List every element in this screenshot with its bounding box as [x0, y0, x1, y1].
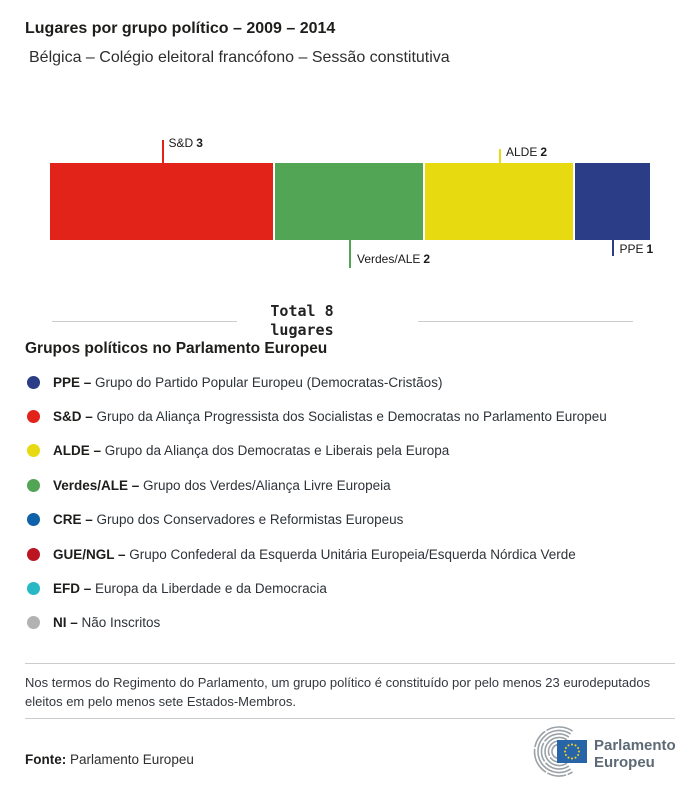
legend-dot [27, 444, 40, 457]
legend-heading: Grupos políticos no Parlamento Europeu [25, 340, 328, 357]
legend-list [25, 365, 685, 640]
footnote-text: Nos termos do Regimento do Parlamento, um grupo político é constituído por pelo menos 23 eurodeputados eleitos em pelo menos sete Estados-Membros. [25, 675, 651, 709]
callout-label-s-d: S&D 3 [168, 136, 203, 150]
legend-label: EFD – Europa da Liberdade e da Democracia [53, 581, 327, 597]
legend-label: GUE/NGL – Grupo Confederal da Esquerda Unitária Europeia/Esquerda Nórdica Verde [53, 546, 576, 562]
legend-dot [27, 582, 40, 595]
logo-text-line1: Parlamento [594, 737, 676, 754]
legend-label: S&D – Grupo da Aliança Progressista dos Socialistas e Democratas no Parlamento Europeu [53, 409, 607, 425]
eu-flag [557, 740, 587, 763]
bar-segment-s-d[interactable] [50, 163, 275, 240]
callout-label-verdes-ale: Verdes/ALE 2 [357, 252, 431, 266]
legend-item-cre [25, 503, 685, 537]
source-line [25, 752, 194, 767]
legend-label: NI – Não Inscritos [53, 615, 161, 631]
european-parliament-logo [520, 722, 685, 780]
callout-label-ppe: PPE 1 [619, 242, 654, 256]
legend-item-alde [25, 434, 685, 468]
callout-tick-ppe [612, 240, 614, 256]
legend-dot [27, 513, 40, 526]
legend-label: CRE – Grupo dos Conservadores e Reformistas Europeus [53, 512, 404, 528]
bar-segment-ppe[interactable] [575, 163, 650, 240]
legend-item-gue-ngl [25, 537, 685, 571]
legend-dot [27, 479, 40, 492]
legend-item-ppe [25, 365, 685, 399]
callout-tick-verdes-ale [349, 240, 351, 268]
bar-segment-verdes-ale[interactable] [275, 163, 425, 240]
source-value: Parlamento Europeu [70, 752, 194, 767]
legend-item-s-d [25, 399, 685, 433]
total-line1: Total 8 [270, 302, 334, 320]
legend-item-efd [25, 571, 685, 605]
legend-label: Verdes/ALE – Grupo dos Verdes/Aliança Livre Europeia [53, 477, 391, 493]
callout-label-alde: ALDE 2 [506, 145, 548, 159]
logo-text-line2: Europeu [594, 754, 655, 771]
legend-dot [27, 616, 40, 629]
total-divider-left [52, 321, 237, 322]
footnote-rule-top [25, 663, 675, 664]
seats-stacked-bar [50, 163, 650, 240]
page-title: Lugares por grupo político – 2009 – 2014 [25, 20, 336, 37]
legend-dot [27, 376, 40, 389]
callout-tick-s-d [162, 140, 164, 163]
legend-item-verdes-ale [25, 468, 685, 502]
bar-segment-alde[interactable] [425, 163, 575, 240]
legend-label: PPE – Grupo do Partido Popular Europeu (Democratas-Cristãos) [53, 374, 443, 390]
callout-tick-alde [499, 149, 501, 163]
legend-dot [27, 410, 40, 423]
source-label: Fonte: [25, 752, 67, 767]
legend-item-ni [25, 606, 685, 640]
total-line2: lugares [270, 321, 334, 339]
page-subtitle: Bélgica – Colégio eleitoral francófono – Sessão constitutiva [29, 49, 450, 66]
total-seats-label [238, 302, 366, 340]
total-divider-right [418, 321, 633, 322]
footnote-rule-bottom [25, 718, 675, 719]
legend-dot [27, 548, 40, 561]
legend-label: ALDE – Grupo da Aliança dos Democratas e Liberais pela Europa [53, 443, 450, 459]
